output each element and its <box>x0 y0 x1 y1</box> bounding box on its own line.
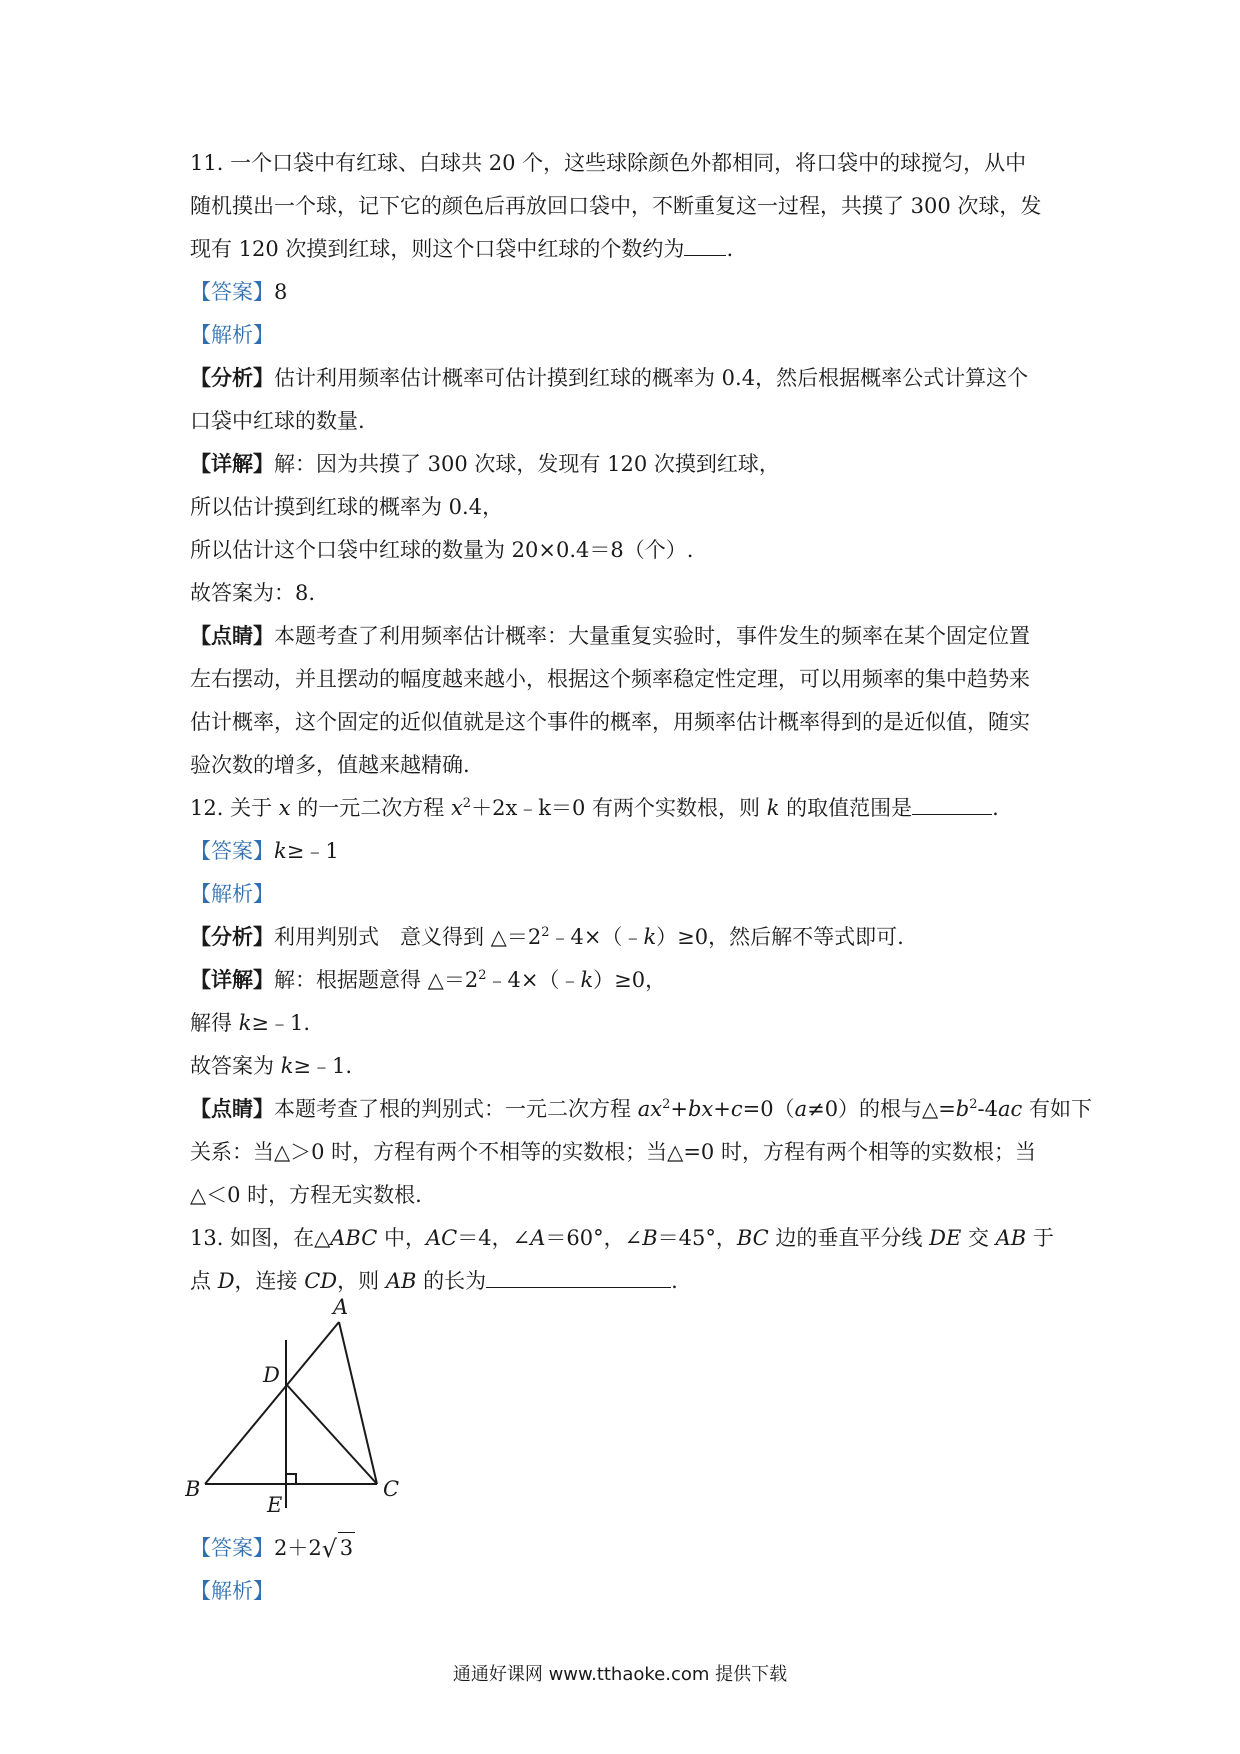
q12-step-1 <box>190 1008 310 1038</box>
q13-text: 边的垂直平分线 <box>768 1226 930 1250</box>
var-d: D <box>217 1269 235 1293</box>
xiangjie-text: ）≥0， <box>593 968 667 992</box>
q13-text: ＝4，∠ <box>457 1226 531 1250</box>
var-a: A <box>530 1226 546 1250</box>
exponent: 2 <box>969 1097 978 1112</box>
answer-tag: 【答案】 <box>190 280 274 304</box>
step-text: 解得 <box>190 1011 239 1035</box>
dianjing-text: 有如下 <box>1022 1097 1092 1121</box>
q11-line-3 <box>190 234 733 264</box>
formula: +bx+c <box>670 1097 743 1121</box>
q13-line-2 <box>190 1266 678 1296</box>
label-b: B <box>185 1477 201 1501</box>
step-text: 故答案为 <box>190 1054 281 1078</box>
xiangjie-text: 解：因为共摸了 300 次球，发现有 120 次摸到红球， <box>274 452 780 476</box>
answer-tag: 【答案】 <box>190 1536 274 1560</box>
var-a: a <box>794 1097 808 1121</box>
triangle-figure <box>185 1298 455 1528</box>
q12-analysis-tag: 【解析】 <box>190 882 274 906</box>
q12-answer <box>190 836 339 866</box>
q13-text: 于 <box>1026 1226 1054 1250</box>
dianjing-text: -4 <box>977 1097 998 1121</box>
q13-analysis-tag: 【解析】 <box>190 1579 274 1603</box>
xiangjie-text: ﹣4×（﹣ <box>486 968 581 992</box>
step-text: ≥﹣1. <box>293 1054 353 1078</box>
q12-answer-var: k <box>274 839 287 863</box>
q11-dianjing-4: 验次数的增多，值越来越精确. <box>190 753 470 777</box>
var-b: b <box>955 1097 970 1121</box>
fenxi-tag: 【分析】 <box>190 365 274 390</box>
exponent: 2 <box>662 1097 671 1112</box>
q13-text: ，则 <box>337 1269 386 1293</box>
q12-text: 有两个实数根，则 <box>585 796 767 820</box>
var-de: DE <box>929 1226 962 1250</box>
q12-answer-blank <box>912 794 992 815</box>
q11-fenxi-2: 口袋中红球的数量. <box>190 409 365 433</box>
q12-fenxi <box>190 922 904 952</box>
q12-equation: ＋2x﹣k＝0 <box>471 796 586 820</box>
label-d: D <box>263 1363 280 1387</box>
var-k: k <box>580 968 594 992</box>
var-ac: ac <box>998 1097 1023 1121</box>
q12-exponent: 2 <box>462 796 472 811</box>
fenxi-text: 估计利用频率估计概率可估计摸到红球的概率为 0.4，然后根据概率公式计算这个 <box>274 366 1029 390</box>
q11-answer-blank <box>684 235 726 256</box>
var-k: k <box>238 1011 252 1035</box>
q11-dianjing-3: 估计概率，这个固定的近似值就是这个事件的概率，用频率估计概率得到的是近似值，随实 <box>190 710 1030 734</box>
var-bc: BC <box>736 1226 769 1250</box>
exponent: 2 <box>478 968 487 983</box>
q11-step-3: 故答案为：8. <box>190 581 316 605</box>
q12-period: . <box>992 796 999 820</box>
q12-question <box>190 793 999 823</box>
q13-period: . <box>671 1269 678 1293</box>
dianjing-text: 本题考查了根的判别式：一元二次方程 <box>274 1097 638 1121</box>
q11-question-text: 现有 120 次摸到红球，则这个口袋中红球的个数约为 <box>190 237 685 261</box>
q13-text: ＝45°， <box>657 1226 737 1250</box>
q11-xiangjie <box>190 449 780 479</box>
var-ac: AC <box>425 1226 458 1250</box>
q12-text: 的一元二次方程 <box>290 796 451 820</box>
q12-text: 12. 关于 <box>190 796 279 820</box>
q11-period: . <box>726 237 734 261</box>
segment-ac <box>339 1322 377 1484</box>
q11-dianjing-2: 左右摆动，并且摆动的幅度越来越小，根据这个频率稳定性定理，可以用频率的集中趋势来 <box>190 667 1030 691</box>
q13-text: 13. 如图，在△ <box>190 1226 331 1250</box>
q12-dianjing-3: △＜0 时，方程无实数根. <box>190 1183 422 1207</box>
dianjing-text: =0（ <box>742 1097 795 1121</box>
q12-var-k: k <box>766 796 780 820</box>
q11-step-2: 所以估计这个口袋中红球的数量为 20×0.4＝8（个）. <box>190 538 694 562</box>
formula: ax <box>637 1097 663 1121</box>
q13-text: 点 <box>190 1269 218 1293</box>
q12-var-x: x <box>450 796 463 820</box>
q11-step-1: 所以估计摸到红球的概率为 0.4， <box>190 495 504 519</box>
q13-text: 的长为 <box>416 1269 487 1293</box>
segment-ba <box>205 1322 339 1484</box>
var-b: B <box>642 1226 658 1250</box>
fenxi-text: ）≥0，然后解不等式即可. <box>656 925 904 949</box>
fenxi-text: 利用判别式 意义得到 △＝2 <box>274 925 542 949</box>
exponent: 2 <box>541 925 550 940</box>
q12-text: 的取值范围是 <box>779 796 913 820</box>
var-abc: ABC <box>330 1226 378 1250</box>
q13-line-1 <box>190 1223 1054 1253</box>
right-angle-mark <box>286 1474 296 1484</box>
xiangjie-text: 解：根据题意得 △＝2 <box>274 968 479 992</box>
q11-line-1: 11. 一个口袋中有红球、白球共 20 个，这些球除颜色外都相同，将口袋中的球搅匀，从中 <box>190 151 1027 175</box>
q11-answer <box>190 277 287 307</box>
q13-answer-value: 2＋2 <box>274 1536 322 1560</box>
segment-dc <box>286 1384 377 1484</box>
q11-answer-value: 8 <box>274 280 288 304</box>
sqrt-symbol <box>322 1532 355 1563</box>
q12-xiangjie <box>190 965 666 995</box>
q12-step-2 <box>190 1051 352 1081</box>
q13-answer <box>190 1532 355 1563</box>
q12-dianjing-1 <box>190 1094 1092 1124</box>
q11-fenxi-1 <box>190 363 1028 393</box>
var-k: k <box>280 1054 294 1078</box>
q12-var-x: x <box>278 796 291 820</box>
q13-text: 交 <box>961 1226 996 1250</box>
q13-text: ，连接 <box>234 1269 305 1293</box>
var-cd: CD <box>304 1269 338 1293</box>
var-ab: AB <box>385 1269 417 1293</box>
fenxi-text: ﹣4×（﹣ <box>549 925 644 949</box>
radicand: 3 <box>338 1532 355 1563</box>
q13-answer-blank <box>486 1267 671 1288</box>
var-k: k <box>643 925 657 949</box>
q13-text: 中， <box>377 1226 426 1250</box>
dianjing-tag: 【点睛】 <box>190 1096 274 1121</box>
answer-tag: 【答案】 <box>190 839 274 863</box>
q12-dianjing-2: 关系：当△＞0 时，方程有两个不相等的实数根；当△=0 时，方程有两个相等的实数根；当 <box>190 1140 1036 1164</box>
label-c: C <box>383 1477 400 1501</box>
xiangjie-tag: 【详解】 <box>190 451 274 476</box>
step-text: ≥﹣1. <box>251 1011 311 1035</box>
var-ab: AB <box>995 1226 1027 1250</box>
q11-dianjing-1 <box>190 621 1030 651</box>
dianjing-text: ≠0）的根与△= <box>807 1097 956 1121</box>
fenxi-tag: 【分析】 <box>190 924 274 949</box>
dianjing-text: 本题考查了利用频率估计概率：大量重复实验时，事件发生的频率在某个固定位置 <box>274 624 1030 648</box>
q12-answer-value: ≥﹣1 <box>286 839 339 863</box>
label-e: E <box>267 1493 283 1517</box>
page-footer: 通通好课网 www.tthaoke.com 提供下载 <box>452 1664 788 1685</box>
q11-analysis-tag: 【解析】 <box>190 323 274 347</box>
q11-line-2: 随机摸出一个球，记下它的颜色后再放回口袋中，不断重复这一过程，共摸了 300 次球，发 <box>190 194 1042 218</box>
radical-icon: √ <box>321 1535 338 1563</box>
q13-text: ＝60°，∠ <box>545 1226 643 1250</box>
label-a: A <box>333 1298 349 1319</box>
xiangjie-tag: 【详解】 <box>190 967 274 992</box>
dianjing-tag: 【点睛】 <box>190 623 274 648</box>
